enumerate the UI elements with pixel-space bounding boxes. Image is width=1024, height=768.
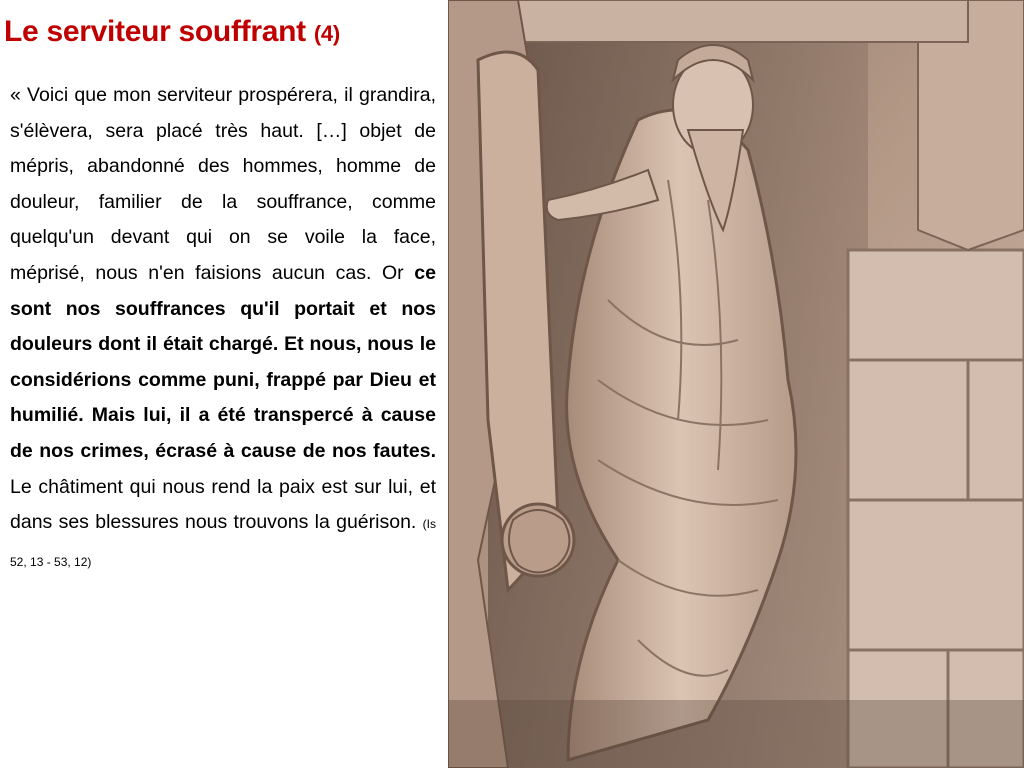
top-ledge: [448, 0, 968, 42]
sculpture-photo: [448, 0, 1024, 768]
quote-reference: (Is 52, 13 - 53, 12): [10, 517, 436, 569]
sculpture-image: [448, 0, 1024, 768]
quote-part-2: Le châtiment qui nous rend la paix est sur lui, et dans ses blessures nous trouvons la guérison.: [10, 475, 436, 534]
ornament: [502, 504, 574, 576]
quote-part-1: « Voici que mon serviteur prospérera, il grandira, s'élèvera, sera placé très haut. […] objet de mépris, abandonné des hommes, homme de douleur, familier de la souffrance, comme quelqu'un devant qui on se voile la face, méprisé, nous n'en faisions aucun cas. Or: [10, 84, 436, 284]
title-number: (4): [313, 21, 340, 46]
bottom-shadow: [448, 700, 1024, 768]
quote-bold: ce sont nos souffrances qu'il portait et nos douleurs dont il était chargé. Et nous, nous le considérions comme puni, frappé par Dieu et humilié. Mais lui, il a été transpercé à cause de nos crimes, écrasé à cause de nos fautes.: [10, 261, 436, 462]
title-main: Le serviteur souffrant: [4, 15, 306, 48]
quote-paragraph: [10, 78, 436, 580]
stone-blocks: [848, 250, 1024, 768]
slide-title: [4, 10, 444, 54]
